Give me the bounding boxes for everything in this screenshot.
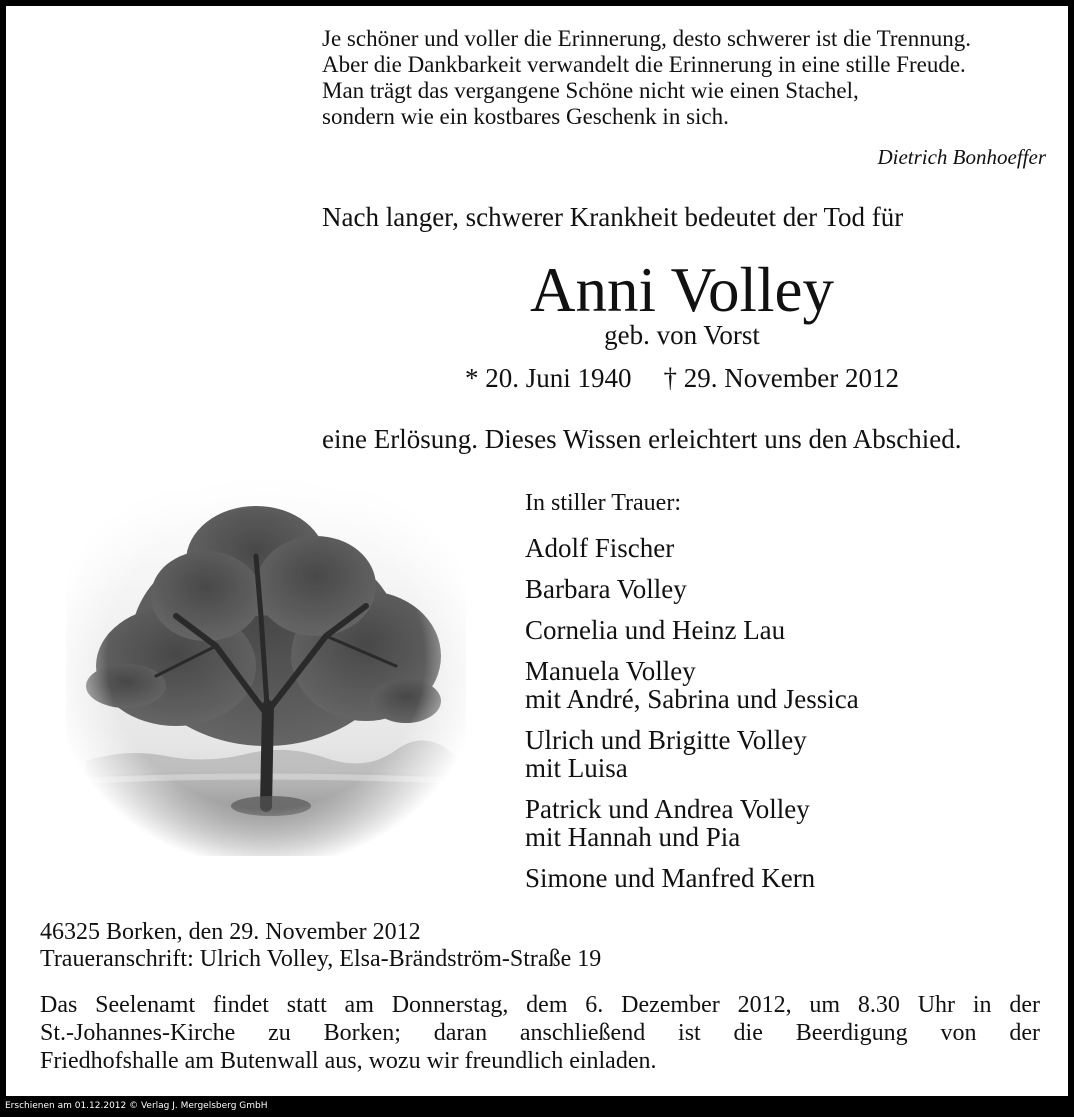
obituary-card — [6, 6, 1068, 1096]
mourner-family: mit Hannah und Pia — [525, 822, 741, 852]
quote-author: Dietrich Bonhoeffer — [877, 145, 1046, 169]
quote-line: Man trägt das vergangene Schöne nicht wie einen Stachel, — [322, 78, 859, 103]
mourner-name: Ulrich und Brigitte Volley — [525, 725, 807, 755]
birth-name: geb. von Vorst — [604, 320, 760, 350]
mourner-entry — [525, 616, 859, 644]
deceased-name: Anni Volley — [530, 255, 834, 325]
mourning-address: Traueranschrift: Ulrich Volley, Elsa-Brändström-Straße 19 — [40, 946, 602, 972]
mourner-entry — [525, 657, 859, 713]
mourner-name: Simone und Manfred Kern — [525, 863, 816, 893]
mourner-entry — [525, 534, 859, 562]
notice-closing: eine Erlösung. Dieses Wissen erleichtert uns den Abschied. — [322, 424, 962, 454]
service-line: St.-Johannes-Kirche zu Borken; daran anschließend ist die Beerdigung von der — [40, 1020, 1040, 1046]
publication-footer: Erschienen am 01.12.2012 © Verlag J. Mergelsberg GmbH — [5, 1101, 268, 1111]
notice-intro: Nach langer, schwerer Krankheit bedeutet der Tod für — [322, 202, 904, 232]
mourning-label: In stiller Trauer: — [525, 490, 681, 516]
mourner-entry — [525, 726, 859, 782]
service-line: Das Seelenamt findet statt am Donnerstag, dem 6. Dezember 2012, um 8.30 Uhr in der — [40, 992, 1040, 1018]
quote-line: Aber die Dankbarkeit verwandelt die Erinnerung in eine stille Freude. — [322, 52, 966, 77]
service-info — [40, 991, 1040, 1075]
mourner-name: Manuela Volley — [525, 656, 696, 686]
service-line: Friedhofshalle am Butenwall aus, wozu wir freundlich einladen. — [40, 1048, 657, 1074]
death-date: † 29. November 2012 — [663, 363, 899, 393]
quote-line: sondern wie ein kostbares Geschenk in sich. — [322, 104, 729, 129]
mourners-list — [525, 534, 859, 905]
tree-in-mist-icon — [66, 476, 466, 856]
place-date: 46325 Borken, den 29. November 2012 — [40, 919, 421, 945]
mourner-family: mit André, Sabrina und Jessica — [525, 684, 859, 714]
mourner-entry — [525, 795, 859, 851]
mourner-name: Barbara Volley — [525, 574, 687, 604]
mourner-name: Patrick und Andrea Volley — [525, 794, 810, 824]
mourner-family: mit Luisa — [525, 753, 628, 783]
mourner-name: Adolf Fischer — [525, 533, 675, 563]
mourner-name: Cornelia und Heinz Lau — [525, 615, 786, 645]
mourner-entry — [525, 575, 859, 603]
quote — [322, 26, 971, 130]
mourner-entry — [525, 864, 859, 892]
quote-line: Je schöner und voller die Erinnerung, desto schwerer ist die Trennung. — [322, 26, 971, 51]
birth-date: * 20. Juni 1940 — [465, 363, 632, 393]
life-dates — [322, 363, 1042, 394]
